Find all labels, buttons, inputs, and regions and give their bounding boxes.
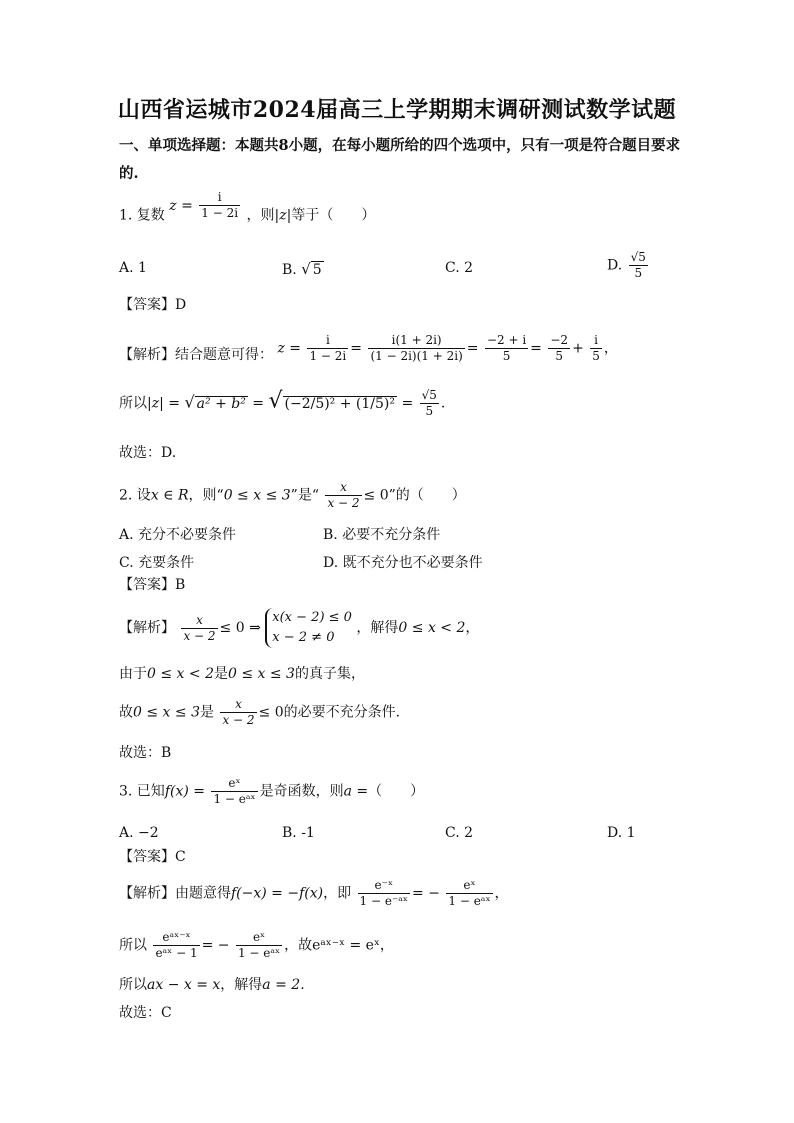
q2-option-d: D. 既不充分也不必要条件 <box>323 555 483 571</box>
q1-option-b: B. √ 5 <box>282 260 322 278</box>
q1-analysis-line2: 所以|z| = √ a² + b² = √ (−2/5)² + (1/5)² = $\frac{√5}{5}$ . <box>119 388 446 418</box>
q3-analysis-line2: 所以 $\frac{\text{eᵃˣ⁻ˣ}}{\text{eᵃˣ − 1}}$ = − $\frac{\text{eˣ}}{\text{1 − eᵃˣ}}$ ，故eᵃˣ⁻ˣ = eˣ， <box>119 930 394 960</box>
q1-analysis-line1: 【解析】结合题意可得： z = $\frac{i}{1 - 2i}$ = $\frac{i(1 + 2i)}{(1 - 2i)(1 + 2i)}$ = $\frac{-2 + i}{5}$ = $\frac{-2}{5}$ + $\frac{i}{5}$ ， <box>119 333 618 363</box>
q3-analysis-line3: 所以ax − x = x，解得a = 2. <box>119 977 305 993</box>
q2-analysis-line3: 故0 ≤ x ≤ 3是 $\frac{x}{x - 2}$ ≤ 0的必要不充分条件. <box>119 697 401 727</box>
q2-option-c: C. 充要条件 <box>119 555 195 571</box>
q2-analysis-line1: 【解析】 $\frac{x}{x - 2}$ ≤ 0 ⇒ x(x − 2) ≤ 0 x − 2 ≠ 0 ，解得0 ≤ x < 2， <box>119 608 479 648</box>
section-heading: 一、单项选择题：本题共8小题，在每小题所给的四个选项中，只有一项是符合题目要求 <box>119 137 681 154</box>
page-title: 山西省运城市2024届高三上学期期末调研测试数学试题 <box>117 97 677 123</box>
q3-stem: 3. 已知f(x) = $\frac{\text{eˣ}}{\text{1 − eᵃˣ}}$ 是奇函数，则a =（ ） <box>119 776 425 806</box>
q2-analysis-line2: 由于0 ≤ x < 2是0 ≤ x ≤ 3的真子集， <box>119 666 365 682</box>
q3-option-d: D. 1 <box>607 825 636 841</box>
q1-fraction: $\frac{i}{1 - 2i}$ <box>201 190 239 220</box>
q3-option-b: B. -1 <box>282 825 315 841</box>
q1-conclusion: 故选：D. <box>119 445 177 461</box>
q3-analysis-line1: 【解析】由题意得f(−x) = −f(x)，即 $\frac{\text{e⁻ˣ}}{\text{1 − e⁻ᵃˣ}}$ = − $\frac{\text{eˣ}}{\text{1 − eᵃˣ}}$ ， <box>119 878 509 908</box>
q1-option-d: D. $\frac{√5}{5}$ <box>607 250 646 280</box>
q3-conclusion: 故选：C <box>119 1005 172 1021</box>
q3-answer: 【答案】C <box>119 849 186 865</box>
q2-option-a: A. 充分不必要条件 <box>119 527 237 543</box>
section-heading-cont: 的. <box>119 165 139 182</box>
q2-system: x(x − 2) ≤ 0 x − 2 ≠ 0 <box>265 608 352 648</box>
q2-option-b: B. 必要不充分条件 <box>323 527 441 543</box>
q3-option-c: C. 2 <box>445 825 474 841</box>
q2-answer: 【答案】B <box>119 577 186 593</box>
q2-conclusion: 故选：B <box>119 745 172 761</box>
q1-option-c: C. 2 <box>445 260 474 276</box>
q2-stem: 2. 设x ∈ R，则“0 ≤ x ≤ 3”是“ $\frac{x}{x - 2}$ ≤ 0”的（ ） <box>119 480 466 510</box>
q1-answer: 【答案】D <box>119 297 187 313</box>
q1-option-a: A. 1 <box>119 260 147 276</box>
q3-option-a: A. −2 <box>119 825 159 841</box>
q1-stem: 1. 复数 z = $\frac{i}{1 - 2i}$ ，则|z|等于（ ） <box>119 190 376 224</box>
